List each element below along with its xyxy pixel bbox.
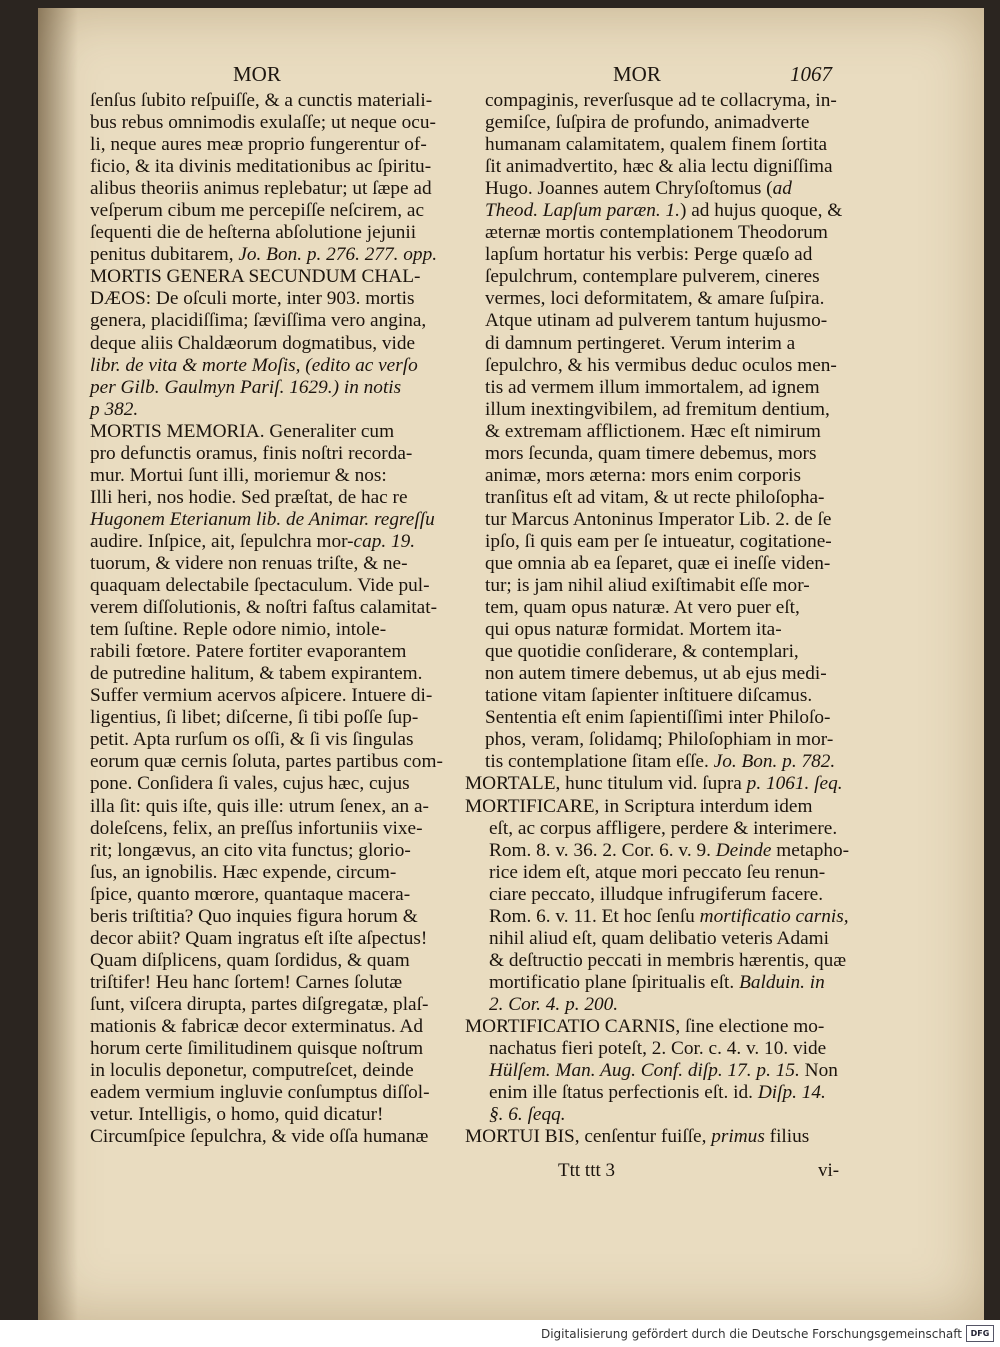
left-column-line — [90, 178, 472, 200]
left-column-line — [90, 90, 472, 112]
left-column-line — [90, 1060, 472, 1082]
right-column-line — [465, 178, 835, 200]
line-text: nihil aliud eſt, quam delibatio veteris Adami — [489, 927, 830, 949]
line-italic-text: cap. 19. — [353, 530, 416, 552]
line-text: petit. Apta rurſum os oſſi, & ſi vis ſingulas — [90, 729, 414, 751]
line-text: mortificatio plane ſpiritualis eſt. — [489, 971, 740, 993]
line-text: tranſitus eſt ad vitam, & ut recte philoſopha- — [485, 486, 825, 508]
line-text: lapſum hortatur his verbis: Perge quæſo ad — [485, 244, 813, 266]
page-number: 1067 — [790, 62, 832, 86]
left-column-line — [90, 355, 472, 377]
left-column-line — [90, 1038, 472, 1060]
line-text: ſpice, quanto mœrore, quantaque macera- — [90, 883, 411, 905]
left-column-line — [90, 707, 472, 729]
left-column-line — [90, 641, 472, 663]
left-column-line — [90, 729, 472, 751]
left-column-line — [90, 597, 472, 619]
digitization-footer — [0, 1320, 1000, 1347]
line-text: Hugo. Joannes autem Chryſoſtomus ( — [485, 178, 773, 200]
line-text: rabili fœtore. Patere fortiter evaporantem — [90, 641, 407, 663]
right-column-line — [465, 707, 835, 729]
right-column-line — [465, 905, 849, 928]
right-column-line — [465, 443, 835, 465]
right-column-line — [465, 553, 835, 575]
right-column-line — [465, 751, 835, 773]
line-text: animæ, mors æterna: mors enim corporis — [485, 464, 801, 486]
right-column-line — [465, 1016, 835, 1038]
line-text: compaginis, reverſusque ad te collacryma, in- — [485, 90, 837, 111]
right-column-line — [465, 200, 843, 222]
line-text: filius — [764, 1126, 810, 1148]
line-text: tur Marcus Antoninus Imperator Lib. 2. de ſe — [485, 508, 832, 530]
footer-credit: Digitalisierung gefördert durch die Deutsche Forschungsgemeinschaft — [540, 1327, 962, 1341]
line-text: beris triſtitia? Quo inquies figura horum & — [90, 905, 418, 927]
left-column-line — [90, 994, 472, 1016]
line-text: non autem timere debemus, ut ab ejus medi- — [485, 663, 827, 685]
right-column-line — [465, 972, 835, 994]
line-text: Circumſpice ſepulchra, & vide oſſa humanæ — [90, 1126, 429, 1148]
right-column-line — [465, 156, 835, 178]
left-column-line — [90, 663, 472, 685]
left-column-line — [90, 773, 472, 795]
line-text: quaquam delectabile ſpectaculum. Vide pul- — [90, 575, 430, 597]
line-text: pone. Conſidera ſi vales, cujus hæc, cujus — [90, 773, 410, 795]
line-text: illa ſit: quis iſte, quis ille: utrum ſenex, an a- — [90, 795, 429, 817]
line-text: & extremam afflictionem. Hæc eſt nimirum — [485, 420, 821, 442]
left-column-line — [90, 906, 472, 928]
right-column-line — [465, 399, 835, 421]
line-text: ficio, & ita divinis meditationibus ac ſpiritu- — [90, 156, 432, 178]
right-column-line — [465, 355, 835, 377]
line-text: Atque utinam ad pulverem tantum hujusmo- — [485, 310, 828, 332]
line-italic-text: Diſp. 14. — [757, 1082, 826, 1104]
line-text: triſtifer! Heu hanc ſortem! Carnes ſolutæ — [90, 971, 403, 993]
right-column-line — [465, 773, 843, 795]
line-text: deque aliis Chaldæorum dogmatibus, vide — [90, 332, 416, 354]
line-text: eadem vermium ingluvie conſumptus diſſol- — [90, 1082, 430, 1104]
right-column-line — [465, 884, 835, 906]
right-column-line — [465, 421, 835, 443]
left-column-line — [90, 751, 472, 773]
line-italic-text: p 382. — [90, 398, 139, 420]
line-text: Rom. 8. v. 36. 2. Cor. 6. v. 9. — [489, 839, 716, 861]
left-column-line — [90, 333, 472, 355]
line-text: vermes, loci deformitatem, & amare ſuſpira. — [485, 288, 825, 310]
left-column-line — [90, 377, 472, 399]
left-column-line — [90, 950, 472, 972]
right-column-line — [465, 729, 835, 751]
line-text: ) ad hujus quoque, & — [679, 200, 843, 222]
line-text: Non — [799, 1060, 838, 1082]
right-column-line — [465, 134, 835, 156]
right-column-line — [465, 465, 835, 487]
line-text: ſepulchro, & his vermibus deduc oculos men- — [485, 354, 837, 376]
left-column-line — [90, 928, 472, 950]
right-column-line — [465, 222, 835, 244]
line-text: DÆOS: De oſculi morte, inter 903. mortis — [90, 288, 415, 310]
line-text: genera, placidiſſima; ſæviſſima vero angina, — [90, 310, 427, 332]
line-text: audire. Inſpice, ait, ſepulchra mor- — [90, 530, 354, 552]
line-text: æternæ mortis contemplationem Theodorum — [485, 222, 828, 244]
line-text: MORTIS GENERA SECUNDUM CHAL- — [90, 266, 421, 288]
right-column-line — [465, 333, 835, 355]
line-text: phos, veram, ſolidamq; Philoſophiam in mor- — [485, 729, 834, 751]
line-text: Illi heri, nos hodie. Sed præſtat, de hac re — [90, 486, 408, 508]
left-column-line — [90, 399, 472, 421]
line-text: MORTUI BIS, cenſentur fuiſſe, — [465, 1126, 712, 1148]
right-column-line — [465, 531, 835, 553]
line-text: eſt, ac corpus affligere, perdere & interimere. — [489, 817, 838, 839]
line-text: vetur. Intelligis, o homo, quid dicatur! — [90, 1104, 384, 1126]
dfg-logo: DFG — [966, 1325, 994, 1342]
left-column-line — [90, 156, 472, 178]
line-text: enim ille ſtatus perfectionis eſt. id. — [489, 1082, 758, 1104]
line-italic-text: p. 1061. ſeq. — [746, 773, 843, 795]
line-italic-text: Theod. Lapſum paræn. 1. — [485, 200, 680, 222]
line-text: MORTIFICATIO CARNIS, ſine electione mo- — [465, 1015, 825, 1037]
header-left: MOR — [233, 62, 281, 86]
line-italic-text: libr. de vita & morte Moſis, (edito ac verſo — [90, 354, 418, 376]
left-column-line — [90, 244, 472, 266]
left-column-line — [90, 685, 472, 707]
page-gutter-shadow — [38, 8, 78, 1320]
line-text: tem ſuſtine. Reple odore nimio, intole- — [90, 619, 387, 641]
line-text: que omnia ab ea ſeparet, quæ ei ineſſe viden- — [485, 552, 831, 574]
right-column-line — [465, 685, 835, 707]
left-column-line — [90, 1016, 472, 1038]
left-column-line — [90, 575, 472, 597]
line-text: ſenſus ſubito reſpuiſſe, & a cunctis materiali- — [90, 90, 433, 111]
left-column-line — [90, 421, 472, 443]
line-text: MORTIS MEMORIA. Generaliter cum — [90, 420, 395, 442]
right-column-line — [465, 509, 835, 531]
line-italic-text: per Gilb. Gaulmyn Pariſ. 1629.) in notis — [90, 376, 402, 398]
line-text: ſunt, viſcera dirupta, partes diſgregatæ, plaſ- — [90, 993, 429, 1015]
line-text: mationis & fabricæ decor exterminatus. Ad — [90, 1015, 424, 1037]
right-column-line — [465, 90, 835, 112]
line-text: illum inextingvibilem, ad fremitum dentium, — [485, 398, 830, 420]
right-column-line — [465, 288, 835, 310]
right-column-line — [465, 663, 835, 685]
line-text: ſepulchrum, contemplare pulverem, cineres — [485, 266, 820, 288]
line-text: tem, quam opus naturæ. At vero puer eſt, — [485, 597, 800, 619]
line-text: doleſcens, felix, an preſſus infortuniis vixe- — [90, 817, 423, 839]
left-column-line — [90, 310, 472, 332]
left-column-line — [90, 840, 472, 862]
right-column-line — [465, 112, 835, 134]
signature-mark: Ttt ttt 3 — [558, 1160, 615, 1181]
line-text: tis contemplatione ſitam eſſe. — [485, 751, 714, 773]
left-column-line — [90, 818, 472, 840]
right-column-line — [465, 796, 835, 818]
left-column-line — [90, 266, 472, 288]
right-column-line — [465, 619, 835, 641]
line-text: gemiſce, ſuſpira de profundo, animadverte — [485, 112, 810, 134]
left-column-line — [90, 487, 472, 509]
right-column-line — [465, 1126, 835, 1148]
line-text: nachatus fieri poteſt, 2. Cor. c. 4. v. 10. vide — [489, 1038, 827, 1060]
line-text: mur. Mortui ſunt illi, moriemur & nos: — [90, 464, 387, 486]
right-column-line — [465, 266, 835, 288]
line-text: horum certe ſimilitudinem quisque noſtrum — [90, 1038, 424, 1060]
left-column-line — [90, 288, 472, 310]
line-text: ſequenti die de heſterna abſolutione jejunii — [90, 222, 417, 244]
line-text: decor abiit? Quam ingratus eſt iſte aſpectus! — [90, 927, 428, 949]
line-text: tatione vitam ſapienter inſtituere diſcamus. — [485, 685, 813, 707]
line-text: alibus theoriis animus replebatur; ut ſæpe ad — [90, 178, 432, 200]
right-column-line — [465, 928, 835, 950]
left-column-line — [90, 531, 472, 553]
right-column-line — [465, 244, 835, 266]
line-text: humanam calamitatem, qualem finem ſortita — [485, 134, 828, 156]
left-column-line — [90, 619, 472, 641]
line-italic-text: Deinde — [715, 839, 772, 861]
line-text: ſit animadvertito, hæc & alia lectu digniſſima — [485, 156, 833, 178]
line-text: pro defunctis oramus, finis noſtri recorda- — [90, 442, 413, 464]
line-text: que quotidie conſiderare, & contemplari, — [485, 641, 799, 663]
left-column-line — [90, 972, 472, 994]
line-italic-text: §. 6. ſeqq. — [489, 1104, 566, 1126]
right-column-line — [465, 641, 835, 663]
left-column-line — [90, 796, 472, 818]
line-text: tuorum, & videre non renuas triſte, & ne- — [90, 552, 408, 574]
left-column-line — [90, 1104, 472, 1126]
left-column-line — [90, 1126, 472, 1148]
line-text: verem diſſolutionis, & noſtri faſtus calamitat- — [90, 597, 437, 619]
left-column-line — [90, 465, 472, 487]
left-column-line — [90, 443, 472, 465]
line-text: & deſtructio peccati in membris hærentis, quæ — [489, 949, 847, 971]
right-column-line — [465, 817, 838, 840]
line-italic-text: Jo. Bon. p. 782. — [713, 751, 836, 773]
line-text: penitus dubitarem, — [90, 244, 239, 266]
left-column-line — [90, 134, 472, 156]
line-text: Rom. 6. v. 11. Et hoc ſenſu — [489, 905, 700, 927]
line-text: Quam diſplicens, quam ſordidus, & quam — [90, 949, 410, 971]
line-text: de putredine halitum, & tabem expirantem. — [90, 663, 423, 685]
line-italic-text: primus — [711, 1126, 765, 1148]
left-column-line — [90, 862, 472, 884]
line-text: tur; is jam nihil aliud exiſtimabit eſſe mor- — [485, 575, 810, 597]
left-column-line — [90, 200, 472, 222]
line-text: rice idem eſt, atque mori peccato ſeu renun- — [489, 861, 826, 883]
line-italic-text: mortificatio carnis, — [699, 905, 849, 927]
right-text-column — [465, 90, 850, 1148]
line-text: MORTIFICARE, in Scriptura interdum idem — [465, 795, 813, 817]
line-text: li, neque aures meæ proprio fungerentur of- — [90, 134, 427, 156]
header-center: MOR — [613, 62, 661, 86]
line-text: eorum quæ cernis ſoluta, partes partibus com- — [90, 751, 443, 773]
line-text: bus rebus omnimodis exulaſſe; ut neque ocu- — [90, 112, 436, 134]
line-text: ipſo, ſi quis eam per ſe intueatur, cogitatione- — [485, 530, 832, 552]
line-text: qui opus naturæ formidat. Mortem ita- — [485, 619, 782, 641]
line-text: rit; longævus, an cito vita functus; glorio- — [90, 839, 411, 861]
right-column-line — [465, 949, 847, 972]
left-column-line — [90, 509, 472, 531]
right-column-line — [465, 575, 835, 597]
line-text: in loculis deponetur, computreſcet, deinde — [90, 1060, 414, 1082]
right-column-line — [465, 377, 835, 399]
right-column-line — [465, 597, 835, 619]
right-column-line — [465, 1082, 835, 1104]
line-italic-text: Hülſem. Man. Aug. Conf. diſp. 17. p. 15. — [489, 1060, 800, 1082]
catchword: vi- — [818, 1160, 840, 1181]
left-column-line — [90, 222, 472, 244]
line-italic-text: Hugonem Eterianum lib. de Animar. regreſſu — [90, 508, 435, 530]
line-text: mors ſecunda, quam timere debemus, mors — [485, 442, 817, 464]
right-column-line — [465, 862, 835, 884]
line-text: Suffer vermium acervos aſpicere. Intuere di- — [90, 685, 433, 707]
left-column-line — [90, 553, 472, 575]
line-italic-text: Balduin. in — [739, 971, 825, 993]
right-column-line — [465, 1104, 835, 1126]
book-page — [38, 8, 984, 1320]
line-text: ſus, an ignobilis. Hæc expende, circum- — [90, 861, 397, 883]
left-column-line — [90, 884, 472, 906]
left-column-line — [90, 112, 472, 134]
right-column-line — [465, 839, 850, 862]
running-header — [38, 62, 984, 92]
line-text: metapho- — [771, 839, 850, 861]
line-text: ligentius, ſi libet; diſcerne, ſi tibi poſſe ſup- — [90, 707, 419, 729]
left-column-line — [90, 1082, 472, 1104]
line-text: MORTALE, hunc titulum vid. ſupra — [465, 773, 747, 795]
line-text: veſperum cibum me percepiſſe neſcirem, ac — [90, 200, 425, 222]
line-text: Sententia eſt enim ſapientiſſimi inter Philoſo- — [485, 707, 831, 729]
line-italic-text: 2. Cor. 4. p. 200. — [489, 993, 619, 1015]
line-text: tis ad vermem illum immortalem, ad ignem — [485, 376, 820, 398]
left-text-column — [90, 90, 472, 1148]
right-column-line — [465, 310, 835, 332]
right-column-line — [465, 994, 835, 1016]
right-column-line — [465, 1038, 835, 1060]
right-column-line — [465, 1060, 838, 1082]
line-italic-text: Jo. Bon. p. 276. 277. opp. — [238, 244, 438, 266]
line-italic-text: ad — [772, 178, 792, 200]
right-column-line — [465, 487, 835, 509]
line-text: ciare peccato, illudque infrugiferum facere. — [489, 883, 824, 905]
line-text: di damnum pertingeret. Verum interim a — [485, 332, 796, 354]
